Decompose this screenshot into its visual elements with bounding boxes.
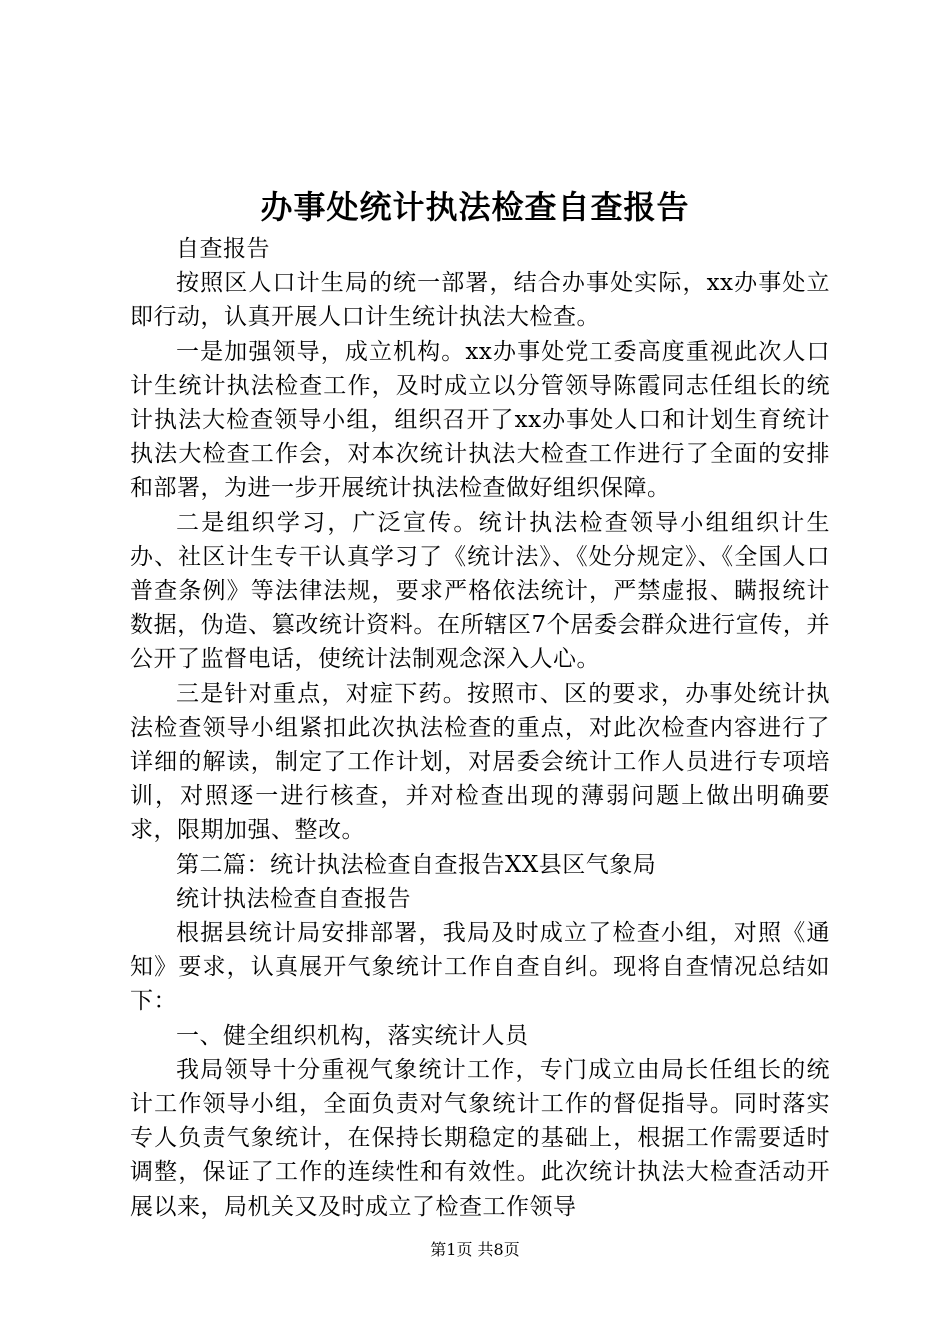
paragraph-point-one: 一是加强领导，成立机构。xx办事处党工委高度重视此次人口计生统计执法检查工作，及时成立以分管领导陈霞同志任组长的统计执法大检查领导小组，组织召开了xx办事处人口和计划生育统计执法大检查工作会，对本次统计执法大检查工作进行了全面的安排和部署，为进一步开展统计执法检查做好组织保障。 [130, 338, 830, 502]
paragraph-subheading: 自查报告 [176, 236, 270, 262]
paragraph-point-three: 三是针对重点，对症下药。按照市、区的要求，办事处统计执法检查领导小组紧扣此次执法检查的重点，对此次检查内容进行了详细的解读，制定了工作计划，对居委会统计工作人员进行专项培训，对照逐一进行核查，并对检查出现的薄弱问题上做出明确要求，限期加强、整改。 [130, 680, 830, 844]
paragraph-point-two: 二是组织学习，广泛宣传。统计执法检查领导小组组织计生办、社区计生专干认真学习了《统计法》、《处分规定》、《全国人口普查条例》等法律法规，要求严格依法统计，严禁虚报、瞒报统计数据，伪造、篡改统计资料。在所辖区7个居委会群众进行宣传，并公开了监督电话，使统计法制观念深入人心。 [130, 509, 830, 673]
paragraph-part-two-body: 我局领导十分重视气象统计工作，专门成立由局长任组长的统计工作领导小组，全面负责对气象统计工作的督促指导。同时落实专人负责气象统计，在保持长期稳定的基础上，根据工作需要适时调整，保证了工作的连续性和有效性。此次统计执法大检查活动开展以来，局机关又及时成立了检查工作领导 [130, 1056, 830, 1220]
document-title: 办事处统计执法检查自查报告 [260, 188, 690, 226]
section-item-heading: 一、健全组织机构，落实统计人员 [176, 1022, 529, 1049]
paragraph-intro: 按照区人口计生局的统一部署，结合办事处实际，xx办事处立即行动，认真开展人口计生统计执法大检查。 [130, 270, 830, 331]
page-number-footer: 第1页 共8页 [430, 1240, 520, 1259]
section-heading-part-two: 第二篇：统计执法检查自查报告XX县区气象局 [176, 851, 657, 878]
section-subheading: 统计执法检查自查报告 [176, 885, 411, 912]
paragraph-part-two-intro: 根据县统计局安排部署，我局及时成立了检查小组，对照《通知》要求，认真展开气象统计工作自查自纠。现将自查情况总结如下： [130, 920, 830, 1015]
document-body [130, 232, 830, 1224]
